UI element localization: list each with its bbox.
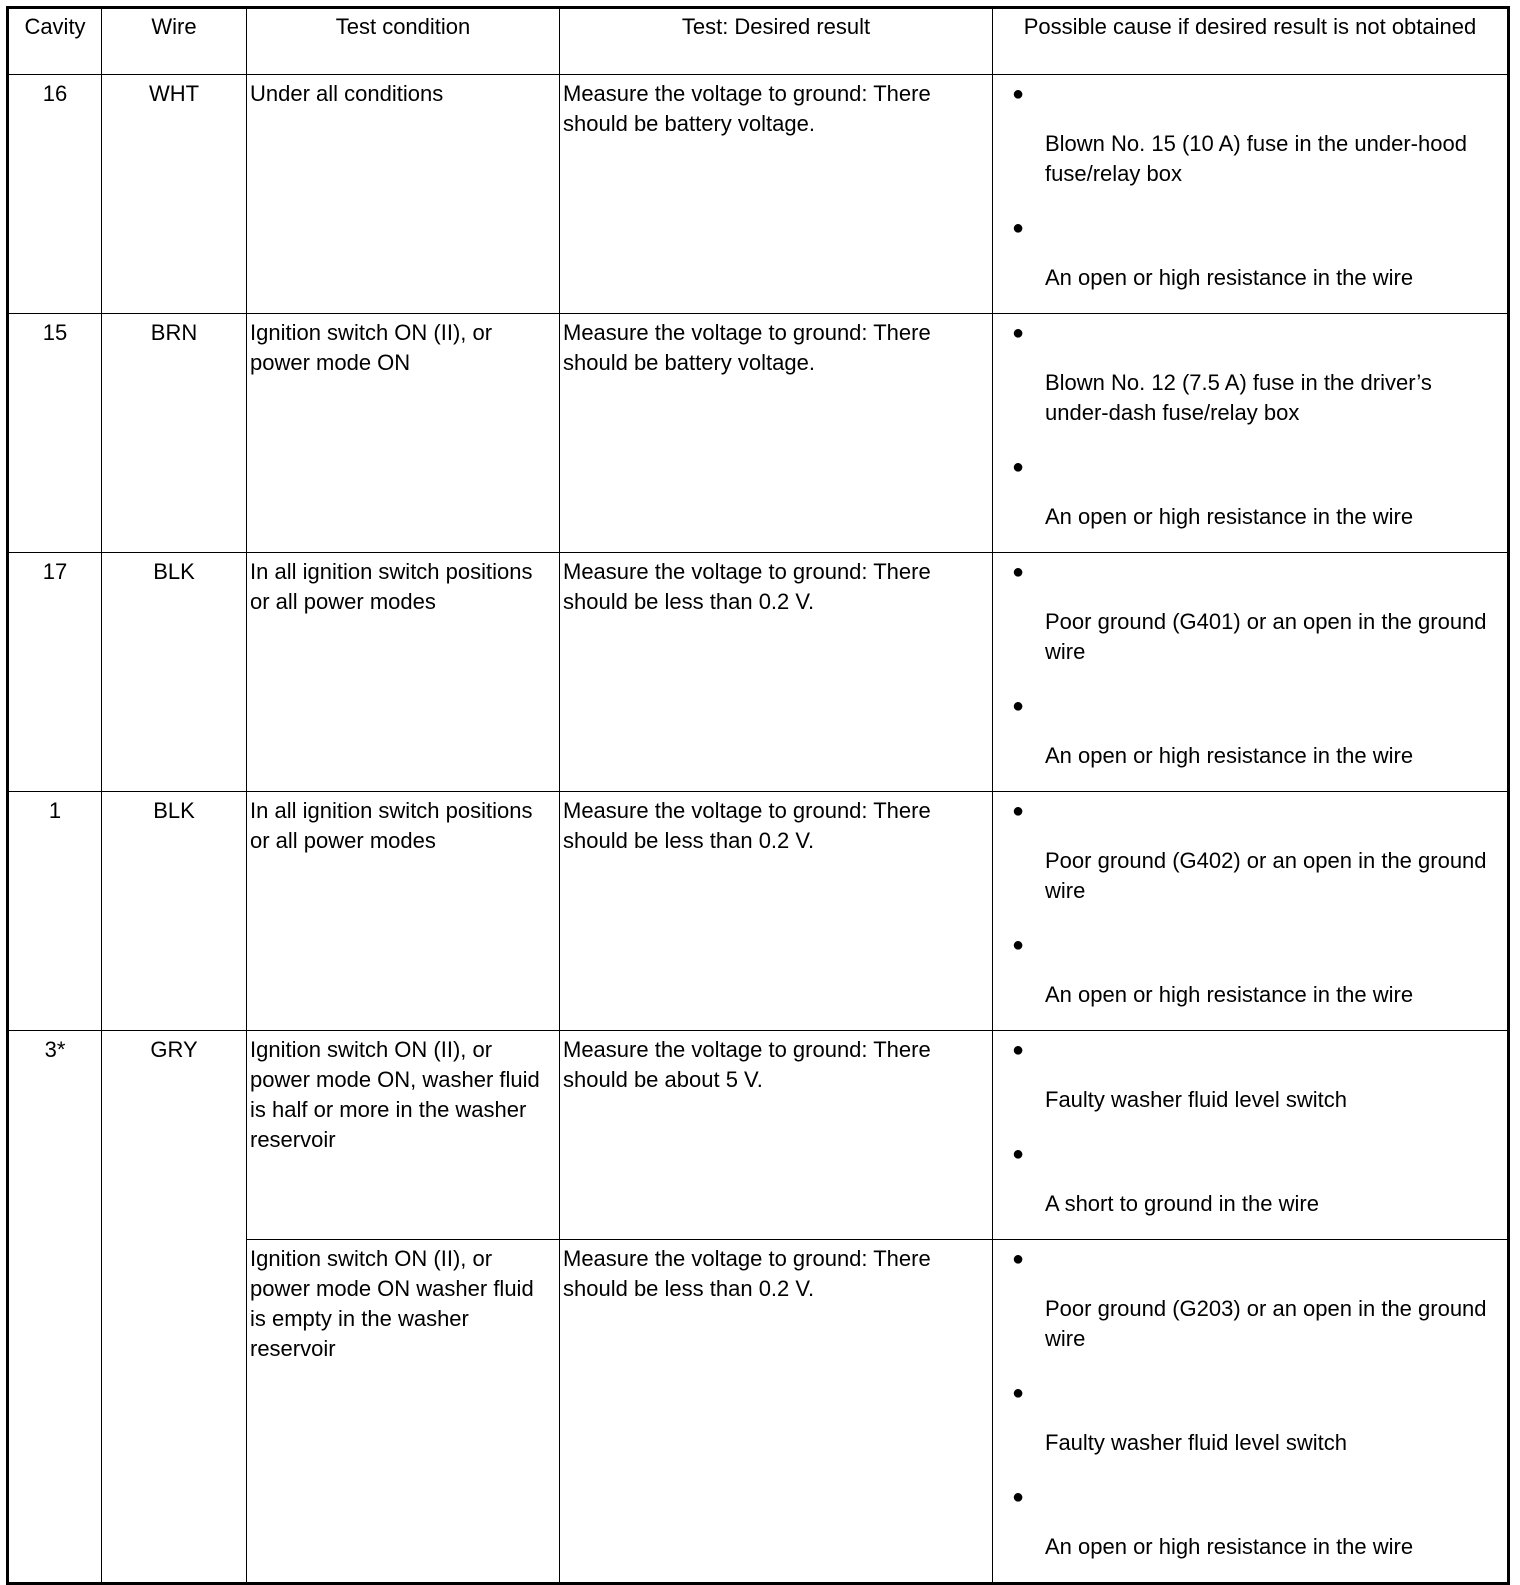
cause-list	[993, 75, 1507, 293]
bullet-icon: ●	[1012, 1382, 1025, 1404]
cavity-cell: 1	[8, 792, 102, 1031]
cavity-cell: 16	[8, 75, 102, 314]
cavity-cell: 3*	[8, 1031, 102, 1584]
bullet-icon: ●	[1012, 217, 1025, 239]
bullet-icon: ●	[1012, 561, 1025, 583]
wire-cell: GRY	[102, 1031, 247, 1584]
connector-test-table	[6, 6, 1510, 1585]
cause-text: An open or high resistance in the wire	[1045, 982, 1414, 1007]
result-cell: Measure the voltage to ground: There should be less than 0.2 V.	[560, 553, 993, 792]
wire-cell: BLK	[102, 792, 247, 1031]
cause-item	[993, 1135, 1507, 1219]
condition-cell: Ignition switch ON (II), or power mode ON	[247, 314, 560, 553]
header-desired-result: Test: Desired result	[560, 8, 993, 75]
cause-text: An open or high resistance in the wire	[1045, 265, 1414, 290]
cause-list	[993, 792, 1507, 1010]
cause-list	[993, 1240, 1507, 1562]
wire-cell: BLK	[102, 553, 247, 792]
condition-cell: In all ignition switch positions or all power modes	[247, 792, 560, 1031]
cause-text: Blown No. 12 (7.5 A) fuse in the driver’s under-dash fuse/relay box	[1045, 370, 1432, 425]
result-cell: Measure the voltage to ground: There should be less than 0.2 V.	[560, 792, 993, 1031]
condition-cell: Ignition switch ON (II), or power mode ON washer fluid is empty in the washer reservoir	[247, 1240, 560, 1584]
header-wire: Wire	[102, 8, 247, 75]
cause-list	[993, 553, 1507, 771]
cause-cell	[993, 553, 1509, 792]
cause-list	[993, 314, 1507, 532]
cause-text: Faulty washer fluid level switch	[1045, 1087, 1348, 1112]
result-cell: Measure the voltage to ground: There should be about 5 V.	[560, 1031, 993, 1240]
cause-list	[993, 1031, 1507, 1219]
cause-text: An open or high resistance in the wire	[1045, 504, 1414, 529]
cause-item	[993, 926, 1507, 1010]
condition-cell: Under all conditions	[247, 75, 560, 314]
cause-text: A short to ground in the wire	[1045, 1191, 1319, 1216]
cause-item	[993, 209, 1507, 293]
wire-cell: BRN	[102, 314, 247, 553]
cause-item	[993, 553, 1507, 667]
cause-cell	[993, 792, 1509, 1031]
bullet-icon: ●	[1012, 1039, 1025, 1061]
wire-cell: WHT	[102, 75, 247, 314]
header-cavity: Cavity	[8, 8, 102, 75]
condition-cell: Ignition switch ON (II), or power mode ON, washer fluid is half or more in the washer reservoir	[247, 1031, 560, 1240]
cause-cell	[993, 1031, 1509, 1240]
cause-item	[993, 1374, 1507, 1458]
cause-cell	[993, 314, 1509, 553]
cause-item	[993, 792, 1507, 906]
cause-item	[993, 314, 1507, 428]
result-cell: Measure the voltage to ground: There should be battery voltage.	[560, 75, 993, 314]
cause-text: An open or high resistance in the wire	[1045, 743, 1414, 768]
cause-item	[993, 1240, 1507, 1354]
cause-text: Poor ground (G401) or an open in the ground wire	[1045, 609, 1487, 664]
bullet-icon: ●	[1012, 1143, 1025, 1165]
header-row	[8, 8, 1509, 75]
bullet-icon: ●	[1012, 800, 1025, 822]
cause-item	[993, 687, 1507, 771]
cause-text: Faulty washer fluid level switch	[1045, 1430, 1348, 1455]
bullet-icon: ●	[1012, 456, 1025, 478]
header-test-condition: Test condition	[247, 8, 560, 75]
cavity-cell: 15	[8, 314, 102, 553]
result-cell: Measure the voltage to ground: There should be less than 0.2 V.	[560, 1240, 993, 1584]
cause-text: Poor ground (G402) or an open in the ground wire	[1045, 848, 1487, 903]
bullet-icon: ●	[1012, 695, 1025, 717]
cause-item	[993, 1478, 1507, 1562]
cause-item	[993, 448, 1507, 532]
bullet-icon: ●	[1012, 1248, 1025, 1270]
bullet-icon: ●	[1012, 83, 1025, 105]
cause-cell	[993, 1240, 1509, 1584]
condition-cell: In all ignition switch positions or all power modes	[247, 553, 560, 792]
cause-text: Blown No. 15 (10 A) fuse in the under-hood fuse/relay box	[1045, 131, 1467, 186]
cause-text: An open or high resistance in the wire	[1045, 1534, 1414, 1559]
bullet-icon: ●	[1012, 934, 1025, 956]
table-row	[8, 1031, 1509, 1240]
table-row	[8, 792, 1509, 1031]
table-row	[8, 75, 1509, 314]
cause-text: Poor ground (G203) or an open in the ground wire	[1045, 1296, 1487, 1351]
header-possible-cause: Possible cause if desired result is not obtained	[993, 8, 1509, 75]
result-cell: Measure the voltage to ground: There should be battery voltage.	[560, 314, 993, 553]
cavity-cell: 17	[8, 553, 102, 792]
table-row	[8, 553, 1509, 792]
cause-item	[993, 1031, 1507, 1115]
cause-item	[993, 75, 1507, 189]
bullet-icon: ●	[1012, 1486, 1025, 1508]
bullet-icon: ●	[1012, 322, 1025, 344]
cause-cell	[993, 75, 1509, 314]
table-row	[8, 314, 1509, 553]
